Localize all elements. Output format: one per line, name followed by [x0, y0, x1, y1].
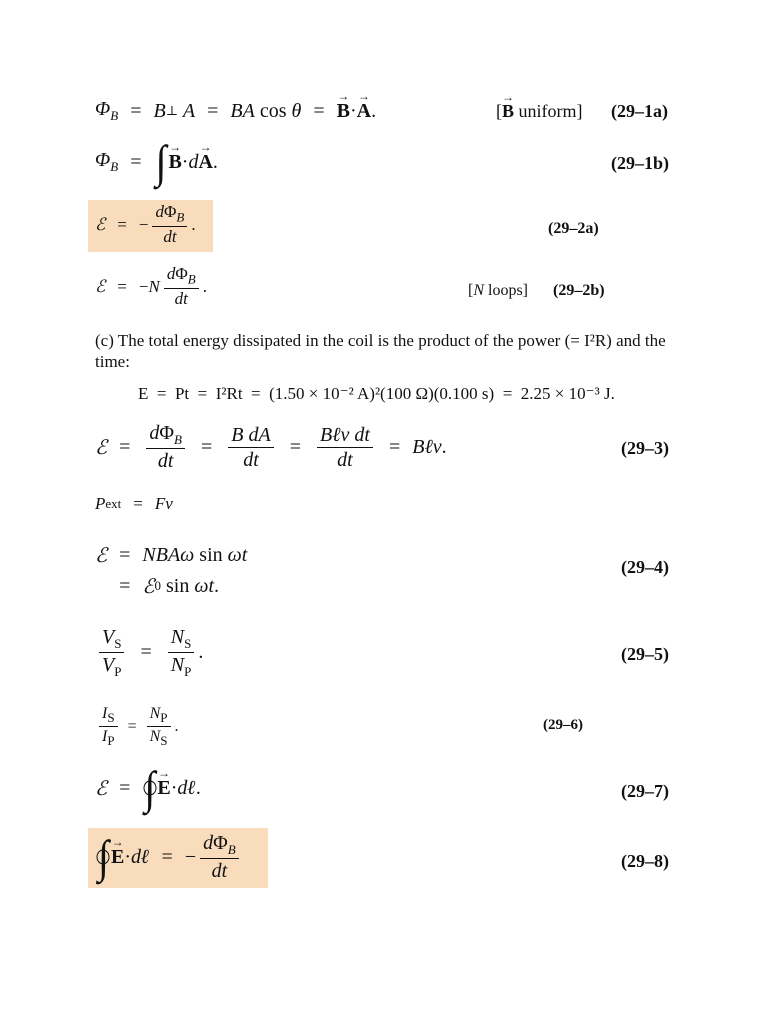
equation-condition-29-1a: [→ B uniform]	[496, 101, 583, 122]
equation-29-7: ℰ = ∫ → E · d ℓ .	[95, 768, 201, 808]
equation-label-29-4: (29–4)	[621, 557, 669, 577]
energy-equation: E = Pt = I²Rt = (1.50 × 10⁻² A)²(100 Ω)(0.100 s) = 2.25 × 10⁻³ J.	[138, 384, 615, 403]
equation-label-29-1a: (29–1a)	[611, 101, 668, 121]
equation-label-29-3: (29–3)	[621, 438, 669, 458]
equation-label-29-1b: (29–1b)	[611, 153, 669, 173]
energy-paragraph: (c) The total energy dissipated in the coil is the product of the power (= I²R) and the time:	[95, 331, 666, 371]
equation-label-29-8: (29–8)	[621, 851, 669, 871]
equation-label-29-2a: (29–2a)	[548, 220, 599, 237]
equation-29-2b: ℰ = − N $\frac{d\Phi_B}{dt}$ .	[95, 264, 207, 308]
equation-condition-29-2b: [N loops]	[468, 282, 528, 299]
equation-29-1a: $\Phi_B$ = B ⊥ A = BA cos θ = → B · → A .	[95, 98, 376, 124]
power-external-equation: P ext = Fv	[95, 494, 173, 513]
equation-label-29-2b: (29–2b)	[553, 282, 605, 299]
equation-29-1b: $\Phi_B$ = ∫ → B · d → A .	[95, 142, 218, 182]
equation-29-2a: ℰ = − $\frac{d\Phi_B}{dt}$ .	[95, 202, 196, 246]
equation-29-4-line1: ℰ = NBAω sin ωt	[95, 543, 248, 567]
equation-label-29-6: (29–6)	[543, 717, 583, 733]
equation-29-6: $\frac{I_S}{I_P}$ = $\frac{N_P}{N_S}$ .	[95, 705, 179, 749]
equation-29-4-line2: = ℰ 0 sin ωt .	[119, 574, 220, 598]
equation-29-8: ∫ → E · d ℓ = − $\frac{d\Phi_B}{dt}$	[96, 832, 243, 882]
equation-label-29-7: (29–7)	[621, 781, 669, 801]
equation-29-5: $\frac{V_S}{V_P}$ = $\frac{N_S}{N_P}$ .	[95, 626, 203, 680]
equation-label-29-5: (29–5)	[621, 644, 669, 664]
equation-29-3: ℰ = $\frac{d\Phi_B}{dt}$ = $\frac{\text{B dA}}{dt}$ = $\frac{\text{Bℓv dt}}{dt}$ = Bℓv .	[95, 422, 447, 473]
